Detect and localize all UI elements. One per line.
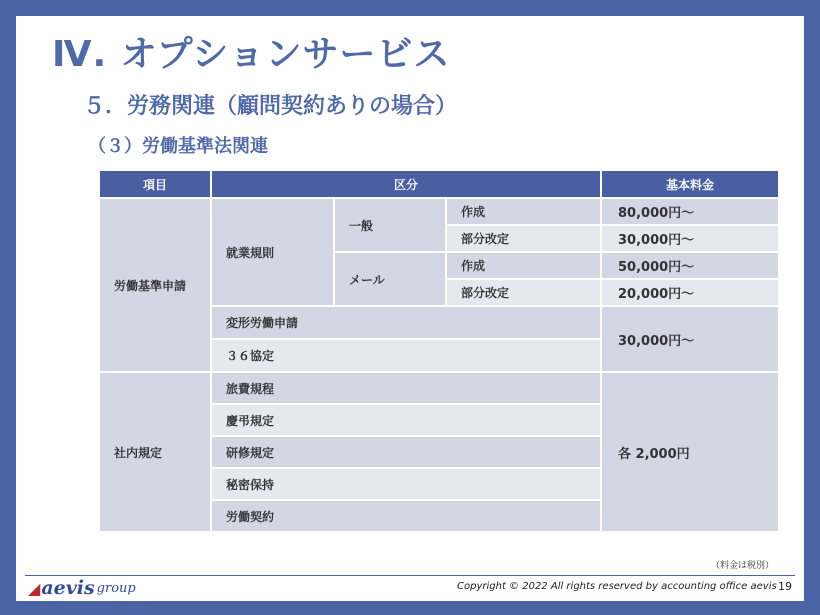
price-cell: 20,000円～ xyxy=(601,279,779,306)
internal-rule-cell: 秘密保持 xyxy=(211,468,601,500)
internal-rule-cell: 労働契約 xyxy=(211,500,601,532)
item-internal-rules: 社内規定 xyxy=(99,372,211,532)
subsection-title: （３）労働基準法関連 xyxy=(88,136,268,157)
price-cell: 80,000円～ xyxy=(601,198,779,225)
partial-revision-cell: 部分改定 xyxy=(446,225,601,252)
work-rules-cell: 就業規則 xyxy=(211,198,334,306)
price-cell: 50,000円～ xyxy=(601,252,779,279)
create-cell: 作成 xyxy=(446,252,601,279)
slide-title: Ⅳ. オプションサービス xyxy=(52,34,451,75)
header-item: 項目 xyxy=(99,170,211,198)
mail-cell: メール xyxy=(334,252,446,306)
item-labor-standards: 労働基準申請 xyxy=(99,198,211,372)
internal-rule-cell: 旅費規程 xyxy=(211,372,601,404)
internal-rule-cell: 慶弔規定 xyxy=(211,404,601,436)
footer-divider xyxy=(25,575,795,576)
variable-price-cell: 30,000円～ xyxy=(601,306,779,372)
create-cell: 作成 xyxy=(446,198,601,225)
company-logo xyxy=(28,577,136,599)
agreement-36-cell: ３６協定 xyxy=(211,339,601,372)
table-row xyxy=(99,198,779,225)
logo-text: aevis xyxy=(41,577,95,599)
logo-mark-icon: ◢ xyxy=(28,578,41,598)
header-base-fee: 基本料金 xyxy=(601,170,779,198)
table-header-row xyxy=(99,170,779,198)
internal-rule-cell: 研修規定 xyxy=(211,436,601,468)
fee-table xyxy=(98,169,780,533)
table-row xyxy=(99,372,779,404)
header-category: 区分 xyxy=(211,170,601,198)
tax-note: （料金は税別） xyxy=(711,561,775,571)
variable-labor-cell: 変形労働申請 xyxy=(211,306,601,339)
partial-revision-cell: 部分改定 xyxy=(446,279,601,306)
price-cell: 30,000円～ xyxy=(601,225,779,252)
copyright-text: Copyright © 2022 All rights reserved by accounting office aevis xyxy=(457,581,777,592)
page-number: 19 xyxy=(778,580,792,593)
section-subtitle: ５．労務関連（顧問契約ありの場合） xyxy=(83,94,458,119)
internal-price-cell: 各 2,000円 xyxy=(601,372,779,532)
logo-group-text: group xyxy=(96,580,136,596)
general-cell: 一般 xyxy=(334,198,446,252)
